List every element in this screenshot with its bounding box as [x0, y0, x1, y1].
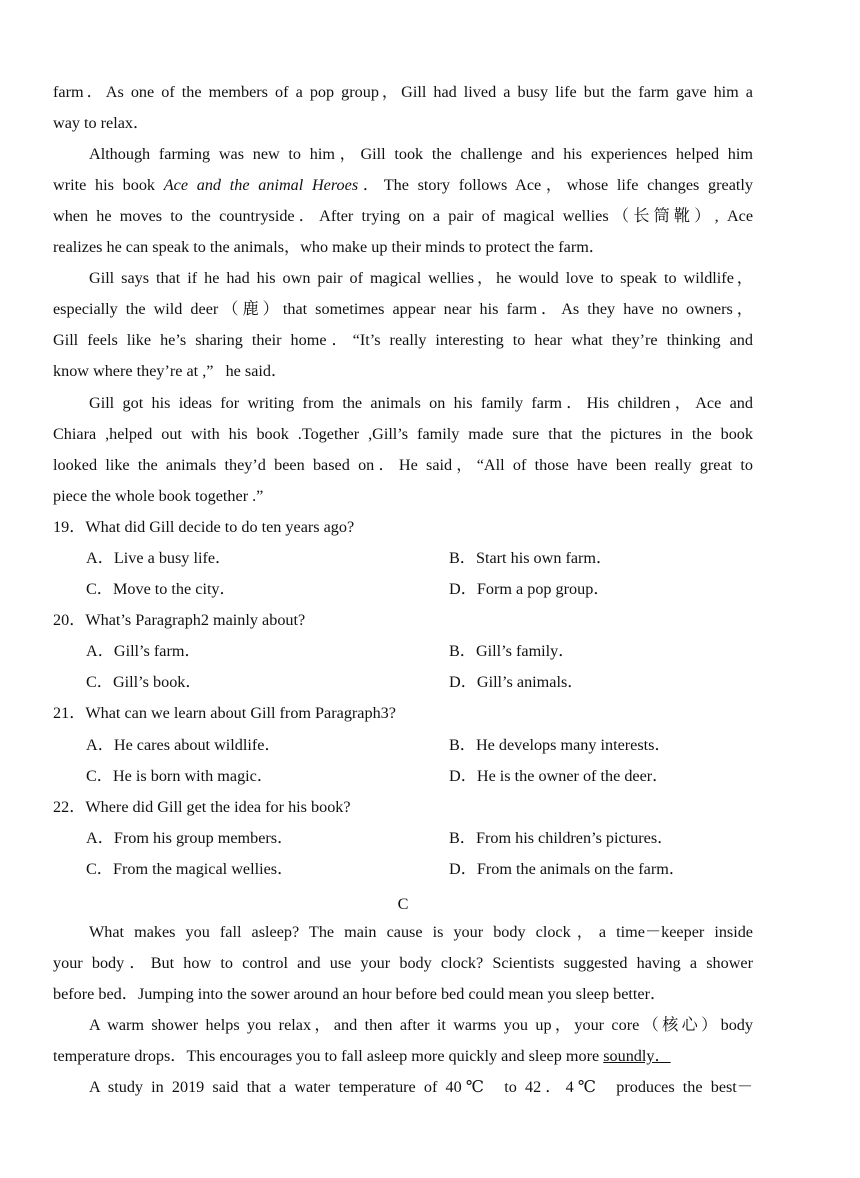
passage-b-line: Gill feels like he’s sharing their home．“It’s really interesting to hear what they’re thinking and	[53, 331, 753, 349]
option-c[interactable]: C．He is born with magic．	[86, 767, 274, 785]
passage-b-line: farm．As one of the members of a pop group，Gill had lived a busy life but the farm gave him a	[53, 83, 753, 101]
passage-b-line: Although farming was new to him，Gill took the challenge and his experiences helped him	[89, 145, 753, 163]
passage-b-line: Gill says that if he had his own pair of magical wellies，he would love to speak to wildlife，	[89, 269, 753, 287]
question-stem: 20．What’s Paragraph2 mainly about?	[53, 611, 306, 629]
passage-b-text: ．The story follows Ace，whose life changes greatly	[358, 176, 753, 194]
passage-b-line: know where they’re at ,” he said．	[53, 362, 288, 380]
option-d[interactable]: D．Gill’s animals．	[449, 673, 584, 691]
passage-b-line	[53, 170, 753, 201]
passage-c-text: temperature drops．This encourages you to fall asleep more quickly and sleep more	[53, 1047, 604, 1065]
passage-c-line: before bed．Jumping into the sower around an hour before bed could mean you sleep better．	[53, 985, 667, 1003]
option-b[interactable]: B．He develops many interests．	[449, 736, 671, 754]
passage-c-line: A study in 2019 said that a water temperature of 40℃ to 42．4℃ produces the best－	[89, 1078, 753, 1096]
passage-b-line: Gill got his ideas for writing from the animals on his family farm．His children，Ace and	[89, 394, 753, 412]
passage-b-text: write his book	[53, 176, 164, 194]
book-title: Ace and the animal Heroes	[163, 176, 359, 194]
passage-b-line: realizes he can speak to the animals，who make up their minds to protect the farm．	[53, 238, 605, 256]
question-stem: 19．What did Gill decide to do ten years ago?	[53, 518, 355, 536]
section-heading: C	[397, 895, 409, 913]
option-a[interactable]: A．Gill’s farm．	[86, 642, 201, 660]
question-stem: 22．Where did Gill get the idea for his book?	[53, 798, 351, 816]
option-a[interactable]: A．He cares about wildlife．	[86, 736, 281, 754]
passage-c-line: What makes you fall asleep? The main cause is your body clock，a time－keeper inside	[89, 923, 753, 941]
question-stem: 21．What can we learn about Gill from Paragraph3?	[53, 704, 396, 722]
option-d[interactable]: D．Form a pop group．	[449, 580, 610, 598]
passage-b-line: way to relax．	[53, 114, 150, 132]
passage-b-line: looked like the animals they’d been based on．He said，“All of those have been really great to	[53, 456, 753, 474]
option-c[interactable]: C．From the magical wellies．	[86, 860, 294, 878]
passage-c-line: your body．But how to control and use your body clock? Scientists suggested having a shower	[53, 954, 753, 972]
passage-b-line: piece the whole book together .”	[53, 487, 264, 505]
passage-b-line: especially the wild deer（鹿）that sometimes appear near his farm．As they have no owners，	[53, 300, 753, 318]
option-d[interactable]: D．From the animals on the farm．	[449, 860, 686, 878]
option-b[interactable]: B．Start his own farm．	[449, 549, 613, 567]
passage-b-line: Chiara ,helped out with his book .Together ,Gill’s family made sure that the pictures in the book	[53, 425, 753, 443]
passage-c-line: A warm shower helps you relax，and then after it warms you up，your core（核心）body	[89, 1016, 753, 1034]
option-c[interactable]: C．Gill’s book．	[86, 673, 202, 691]
option-a[interactable]: A．From his group members．	[86, 829, 294, 847]
option-c[interactable]: C．Move to the city．	[86, 580, 236, 598]
passage-c-line	[53, 1041, 753, 1072]
option-d[interactable]: D．He is the owner of the deer．	[449, 767, 669, 785]
option-b[interactable]: B．Gill’s family．	[449, 642, 575, 660]
option-b[interactable]: B．From his children’s pictures．	[449, 829, 674, 847]
option-a[interactable]: A．Live a busy life．	[86, 549, 232, 567]
underlined-word: soundly．	[603, 1047, 671, 1065]
passage-b-line: when he moves to the countryside．After trying on a pair of magical wellies（长筒靴）, Ace	[53, 207, 753, 225]
